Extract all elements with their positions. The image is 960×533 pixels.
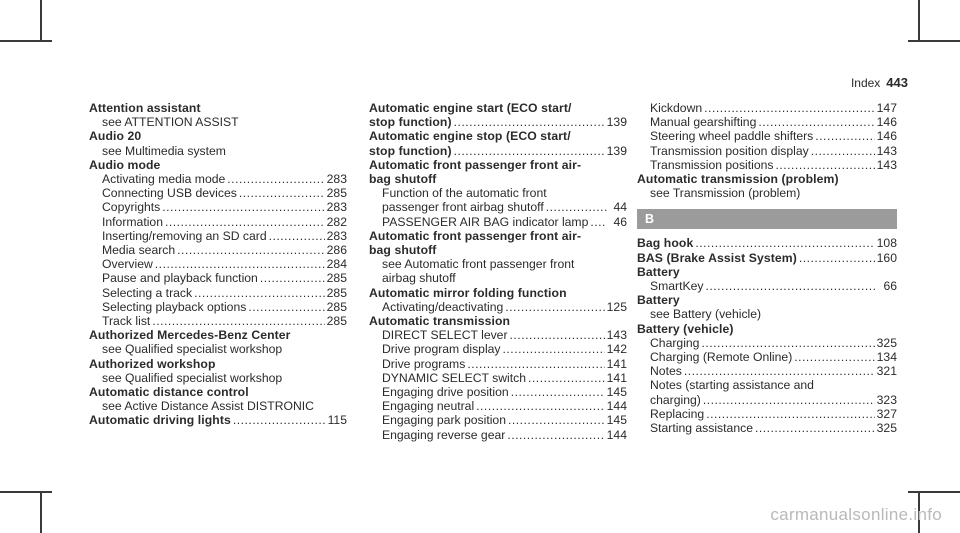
entry-text: passenger front airbag shutoff [382,200,544,215]
entry-text: Steering wheel paddle shifters [650,129,814,144]
index-subentry [89,215,347,229]
index-subentry [637,101,897,115]
index-reference: see Battery (vehicle) [650,307,762,322]
entry-page-number: 323 [876,392,897,407]
entry-text: stop function) [369,143,452,158]
crop-mark [40,0,42,40]
index-entry [369,144,627,158]
entry-text: Notes [650,364,682,379]
entry-text: BAS (Brake Assist System) [637,250,797,265]
index-subentry [89,172,347,186]
entry-text: Bag hook [637,236,694,251]
index-column-1 [89,101,347,428]
entry-page-number: 115 [327,413,347,428]
index-subentry [369,385,627,399]
entry-page-number: 285 [326,271,347,286]
index-heading: Automatic mirror folding function [369,285,567,300]
index-heading: Automatic engine stop (ECO start/ [369,129,571,144]
index-heading: Authorized workshop [89,356,216,371]
crop-mark [918,0,920,40]
index-subentry [637,279,897,293]
section-title: Index [850,76,881,90]
entry-page-number: 284 [326,257,347,272]
crop-mark [40,493,42,533]
page-number: 443 [886,75,908,90]
index-heading: bag shutoff [369,243,437,258]
entry-page-number: 327 [876,406,897,421]
entry-text: Copyrights [102,200,161,215]
index-subentry [369,328,627,342]
entry-text: Charging (Remote Online) [650,350,793,365]
entry-page-number: 66 [883,279,897,294]
index-heading: Authorized Mercedes-Benz Center [89,328,291,343]
entry-text: Overview [102,257,153,272]
entry-page-number: 145 [606,385,627,400]
entry-page-number: 160 [876,250,897,265]
index-subentry [637,350,897,364]
entry-text: Activating/deactivating [382,299,504,314]
leader-dots [505,300,604,314]
index-reference: see Qualified specialist workshop [102,370,283,385]
leader-dots [476,399,605,413]
leader-dots [704,101,874,115]
entry-text: Automatic driving lights [89,413,231,428]
entry-page-number: 325 [876,421,897,436]
entry-page-number: 143 [606,328,627,343]
entry-page-number: 108 [876,236,897,251]
index-reference: see Automatic front passenger front [382,257,575,272]
index-heading: Automatic front passenger front air- [369,157,582,172]
leader-dots [758,115,874,129]
entry-text: Charging [650,335,700,350]
entry-page-number: 286 [326,243,347,258]
index-subentry [637,393,897,407]
entry-text: DYNAMIC SELECT switch [382,370,527,385]
page-header [851,75,908,90]
leader-dots [684,364,875,378]
index-heading: Battery (vehicle) [637,321,734,336]
index-subentry [637,129,897,143]
index-reference: airbag shutoff [382,271,456,286]
entry-text: Replacing [650,406,705,421]
leader-dots [508,413,605,427]
leader-dots [162,200,324,214]
entry-text: Kickdown [650,101,703,115]
index-subentry [637,421,897,435]
index-subentry [369,399,627,413]
entry-text: Engaging drive position [382,385,509,400]
index-subentry [89,286,347,300]
leader-dots [706,279,877,293]
index-subentry [89,229,347,243]
entry-page-number: 141 [606,370,627,385]
leader-dots [528,371,605,385]
entry-page-number: 144 [606,427,627,442]
entry-text: Transmission position display [650,143,809,158]
index-subentry [89,271,347,285]
entry-page-number: 285 [326,285,347,300]
index-subentry [89,257,347,271]
entry-text: Manual gearshifting [650,115,757,130]
index-subentry [89,200,347,214]
entry-text: Media search [102,243,176,258]
entry-page-number: 283 [326,228,347,243]
entry-text: Selecting playback options [102,299,247,314]
index-subentry [89,243,347,257]
entry-page-number: 285 [326,314,347,329]
entry-page-number: 146 [876,129,897,144]
index-reference: Function of the automatic front [382,186,547,201]
entry-page-number: 145 [606,413,627,428]
leader-dots [248,300,324,314]
index-reference: see Transmission (problem) [650,186,801,201]
index-subentry [369,428,627,442]
entry-text: PASSENGER AIR BAG indicator lamp [382,214,589,229]
leader-dots [165,215,325,229]
leader-dots [152,314,324,328]
entry-text: Selecting a track [102,285,193,300]
leader-dots [260,271,325,285]
leader-dots [755,421,875,435]
index-subentry [637,158,897,172]
entry-text: charging) [650,392,701,407]
entry-page-number: 139 [606,143,627,158]
index-heading: Automatic distance control [89,385,249,400]
entry-page-number: 44 [613,200,627,215]
index-entry [89,413,347,427]
leader-dots [510,328,605,342]
entry-text: Connecting USB devices [102,186,237,201]
entry-page-number: 143 [876,143,897,158]
index-subentry [369,215,627,229]
entry-page-number: 283 [326,172,347,187]
leader-dots [239,186,325,200]
entry-text: Starting assistance [650,421,753,436]
index-subentry [369,357,627,371]
index-subentry [637,407,897,421]
leader-dots [776,158,875,172]
index-entry [637,236,897,250]
leader-dots [590,215,607,229]
entry-page-number: 46 [613,214,627,229]
entry-text: Pause and playback function [102,271,258,286]
crop-mark [0,40,52,42]
leader-dots [794,350,874,364]
index-subentry [369,200,627,214]
entry-page-number: 142 [606,342,627,357]
index-subentry [369,300,627,314]
leader-dots [695,236,874,250]
entry-text: Transmission positions [650,157,774,172]
index-entry [369,115,627,129]
index-heading: Battery [637,293,680,308]
leader-dots [815,129,874,143]
entry-page-number: 146 [876,115,897,130]
index-heading: Automatic engine start (ECO start/ [369,101,572,115]
entry-text: Engaging park position [382,413,506,428]
section-letter-bar: B [637,209,897,229]
entry-text: Engaging neutral [382,399,475,414]
leader-dots [799,251,875,265]
entry-text: Drive program display [382,342,501,357]
leader-dots [227,172,324,186]
entry-text: Activating media mode [102,172,226,187]
leader-dots [454,144,605,158]
leader-dots [507,428,604,442]
index-subentry [369,371,627,385]
entry-text: Engaging reverse gear [382,427,506,442]
leader-dots [155,257,325,271]
entry-page-number: 285 [326,186,347,201]
entry-text: Information [102,214,163,229]
index-subentry [637,364,897,378]
leader-dots [454,115,605,129]
entry-page-number: 325 [876,335,897,350]
index-subentry [369,342,627,356]
index-reference: see Active Distance Assist DISTRONIC [102,399,314,414]
index-heading: bag shutoff [369,172,437,187]
index-reference: see ATTENTION ASSIST [102,115,239,130]
index-column-2 [369,101,627,442]
entry-page-number: 282 [326,214,347,229]
entry-page-number: 321 [876,364,897,379]
index-subentry [89,186,347,200]
watermark: carmanualsonline.info [770,505,942,524]
index-subentry [89,314,347,328]
entry-text: DIRECT SELECT lever [382,328,508,343]
leader-dots [177,243,324,257]
index-reference: see Multimedia system [102,143,226,158]
index-entry [637,251,897,265]
leader-dots [546,200,607,214]
leader-dots [706,407,874,421]
leader-dots [269,229,325,243]
leader-dots [194,286,325,300]
entry-text: SmartKey [650,279,704,294]
index-heading: Automatic transmission (problem) [637,172,839,187]
index-subentry [637,115,897,129]
index-reference: Notes (starting assistance and [650,378,814,393]
entry-page-number: 141 [606,356,627,371]
leader-dots [701,336,874,350]
entry-text: Track list [102,314,151,329]
index-heading: Battery [637,264,680,279]
leader-dots [503,342,605,356]
crop-mark [908,40,960,42]
index-subentry [369,413,627,427]
index-heading: Automatic transmission [369,314,511,329]
leader-dots [511,385,605,399]
entry-page-number: 125 [606,299,627,314]
entry-page-number: 134 [876,350,897,365]
entry-text: Inserting/removing an SD card [102,228,267,243]
leader-dots [703,393,875,407]
index-subentry [89,300,347,314]
entry-text: Drive programs [382,356,466,371]
entry-page-number: 283 [326,200,347,215]
crop-mark [908,491,960,493]
index-subentry [637,336,897,350]
index-reference: see Qualified specialist workshop [102,342,283,357]
entry-page-number: 139 [606,115,627,130]
entry-page-number: 147 [876,101,897,115]
index-heading: Automatic front passenger front air- [369,228,582,243]
index-column-3 [637,101,897,435]
leader-dots [233,413,326,427]
index-subentry [637,144,897,158]
crop-mark [0,491,52,493]
index-heading: Attention assistant [89,101,201,115]
entry-page-number: 143 [876,157,897,172]
index-heading: Audio mode [89,157,161,172]
entry-text: stop function) [369,115,452,130]
entry-page-number: 285 [326,299,347,314]
leader-dots [811,144,875,158]
entry-page-number: 144 [606,399,627,414]
leader-dots [467,357,604,371]
index-heading: Audio 20 [89,129,142,144]
